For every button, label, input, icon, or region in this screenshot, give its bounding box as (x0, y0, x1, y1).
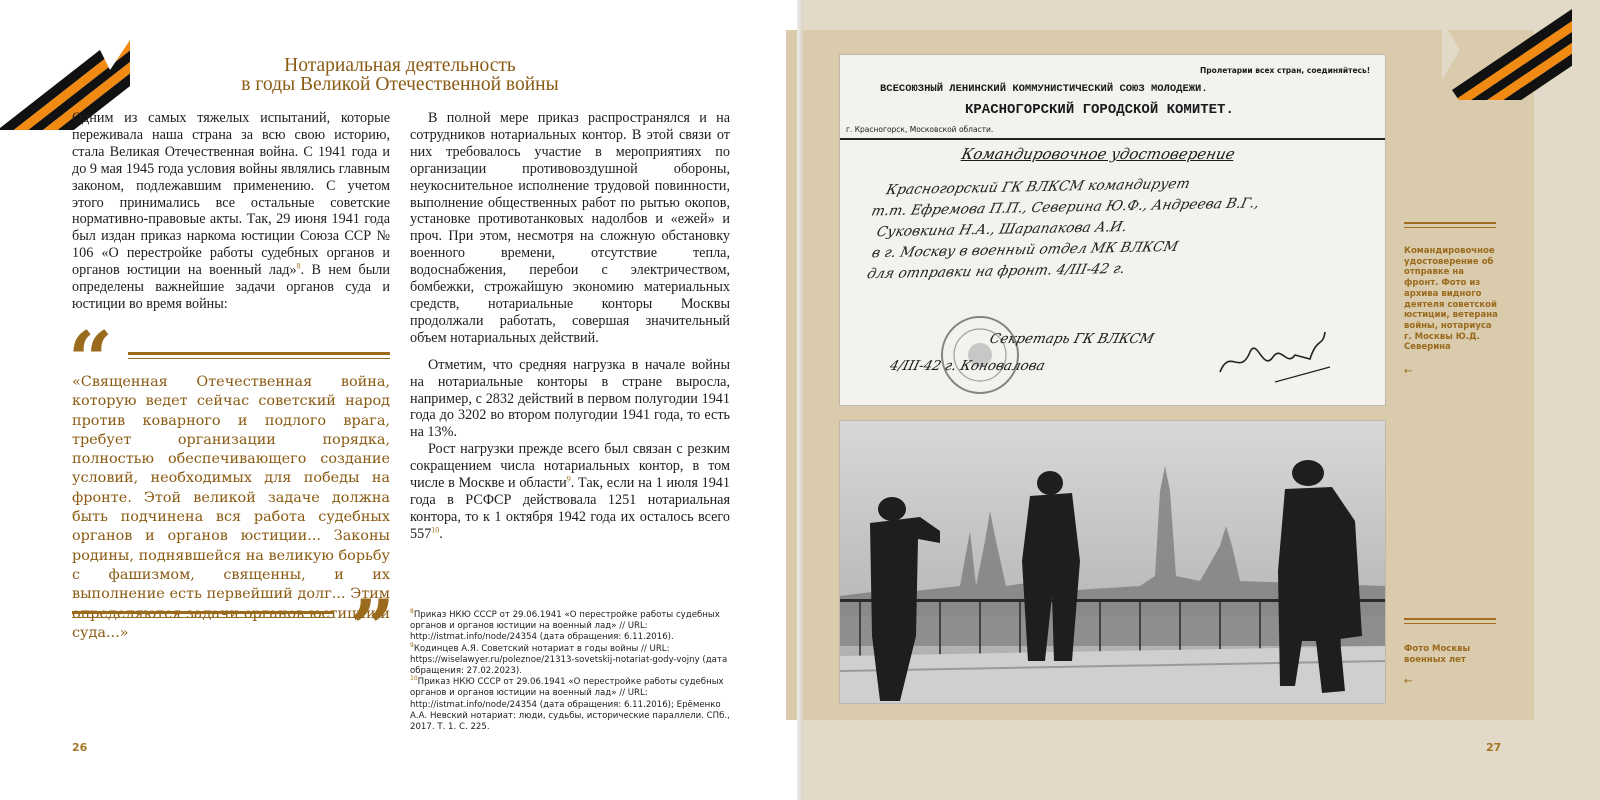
paragraph-reduction: Рост нагрузки прежде всего был связан с резким сокращением числа нотариальных контор, в том числе в Москве и области$^9$. Так, если на 1 июля 1941 года в РСФСР действовала 1251 нотариальная контора, то к 1 октября 1942 года их осталось всего $557^{10}$. (410, 441, 730, 542)
intro-paragraph: Одним из самых тяжелых испытаний, которые переживала наша страна за всю свою историю, стала Великая Отечественная война. С 1941 года и до 9 мая 1945 года условия войны являлись главным законом, подлежавшим применению. С учетом этого принимались все остальные советские нормативно-правовые акты. Так, 29 июня 1941 года был издан приказ наркома юстиции Союза ССР № 106 «О перестройке работы судебных органов и органов юстиции на военный лад»$^8$. В нем были определены важнейшие задачи органов суда и юстиции во время войны: (72, 110, 390, 312)
caption-certificate: Командировочное удостоверение об отправке на фронт. Фото из архива видного деятеля советской юстиции, ветерана войны, нотариуса г. Москвы Ю.Д. Северина (1404, 246, 1498, 353)
doc-hand-line-4: в г. Москву в военный отдел МК ВЛКСМ (870, 238, 1180, 262)
doc-signature-scribble (1215, 327, 1335, 387)
caption-rule-1 (1404, 222, 1496, 228)
body-column-1 (72, 110, 390, 313)
quote-rule-top (128, 352, 390, 359)
title-line-1: Нотариальная деятельность (284, 55, 516, 76)
paragraph-notary-offices: В полной мере приказ распространялся и на сотрудников нотариальных контор. В этой связи от них требовалось участие в мероприятиях по организации противовоздушной обороны, неукоснительное исполнение трудовой повинности, выполнение общественных работ по рытью окопов, установке противотанковых надолбов и «ежей» и проч. При этом, несмотря на сложную обстановку военного времени, отсутствие тепла, водоснабжения, перебои с электричеством, бомбежки, строжайшую экономию материальных средств, нотариальные конторы Москвы продолжали работать, совершая значительный объем нотариальных действий. (410, 110, 730, 346)
paragraph-workload: Отметим, что средняя нагрузка в начале войны на нотариальные конторы в стране выросла, например, с 2832 действий в первом полугодии 1941 года до 3202 во втором полугодии 1941 года, то есть на 13%. (410, 356, 730, 441)
doc-place: г. Красногорск, Московской области. (846, 125, 994, 134)
doc-signature-date: 4/III-42 г. Коновалова (888, 358, 1047, 374)
doc-hand-line-5: для отправки на фронт. 4/III-42 г. (865, 260, 1127, 283)
doc-handwritten-body (865, 170, 1391, 285)
doc-hand-line-2: т.т. Ефремова П.П., Северина Ю.Ф., Андреева В.Г., (869, 195, 1261, 220)
doc-header-2: КРАСНОГОРСКИЙ ГОРОДСКОЙ КОМИТЕТ. (965, 102, 1234, 118)
caption-arrow-1: ← (1404, 366, 1413, 377)
moscow-rooftop-illustration (840, 421, 1385, 703)
quote-rule-bottom (72, 611, 334, 618)
page-number-left: 26 (72, 741, 88, 754)
caption-moscow: Фото Москвы военных лет (1404, 644, 1471, 665)
footnote-ref-8[interactable]: 8 (296, 261, 301, 271)
doc-round-stamp (935, 310, 1025, 400)
footnote-10: $^{10}$Приказ НКЮ СССР от 29.06.1941 «О перестройке работы судебных органов и органов юстиции на военный лад» // URL: http://istmat.info/node/24354 (дата обращения: 6.11.2016); Ерёменко А.А. Невский нотариат: люди, судьбы, исторические параллели. СПб., 2017. Т. 1. С. 225. (410, 675, 730, 733)
chapter-title (190, 56, 610, 94)
body-column-2 (410, 110, 730, 543)
quote-open-mark: “ (68, 315, 113, 406)
footnotes (410, 610, 730, 733)
page-number-right: 27 (1486, 741, 1502, 754)
doc-signature-title: Секретарь ГК ВЛКСМ (988, 331, 1156, 347)
footnote-9: $^9$Кодинцев А.Я. Советский нотариат в годы войны // URL: https://wiselawyer.ru/poleznoe/21313-sovetskij-notariat-gody-vojny (дата обращения: 27.02.2023). (410, 641, 728, 677)
footnote-ref-10[interactable]: 10 (431, 525, 440, 535)
footnote-ref-9[interactable]: 9 (566, 474, 571, 484)
doc-hand-line-3: Суковкина Н.А., Шарапакова А.И. (875, 219, 1129, 241)
quote-close-mark: ” (350, 583, 395, 674)
photo-moscow-war-years (839, 420, 1386, 704)
st-george-ribbon-right (1442, 0, 1572, 100)
caption-arrow-2: ← (1404, 676, 1413, 687)
title-line-2: в годы Великой Отечественной войны (241, 74, 559, 95)
doc-divider (840, 138, 1385, 140)
photo-travel-certificate (839, 54, 1386, 406)
order-quote: «Священная Отечественная война, которую ведет сейчас советский народ против коварного и подлого врага, требует организации порядка, полностью обеспечивающего создание условий, необходимых для победы на фронте. Этой великой задаче должна быть подчинена вся работа судебных органов и органов юстиции... Законы родины, поднявшейся на великую борьбу с фашизмом, священны, и их выполнение есть первейший долг... Этим определяются задачи органов юстиции и суда...» (72, 374, 390, 641)
caption-rule-2 (1404, 618, 1496, 624)
doc-motto: Пролетарии всех стран, соединяйтесь! (1200, 66, 1371, 75)
footnote-8: $^8$Приказ НКЮ СССР от 29.06.1941 «О перестройке работы судебных органов и органов юстиции на военный лад» // URL: http://istmat.info/node/24354 (дата обращения: 6.11.2016). (410, 608, 720, 643)
doc-header-1: ВСЕСОЮЗНЫЙ ЛЕНИНСКИЙ КОММУНИСТИЧЕСКИЙ СОЮЗ МОЛОДЕЖИ. (880, 83, 1208, 95)
doc-handwritten-title: Командировочное удостоверение (960, 145, 1237, 163)
doc-hand-line-1: Красногорский ГК ВЛКСМ командирует (884, 175, 1192, 199)
book-gutter (797, 0, 803, 800)
